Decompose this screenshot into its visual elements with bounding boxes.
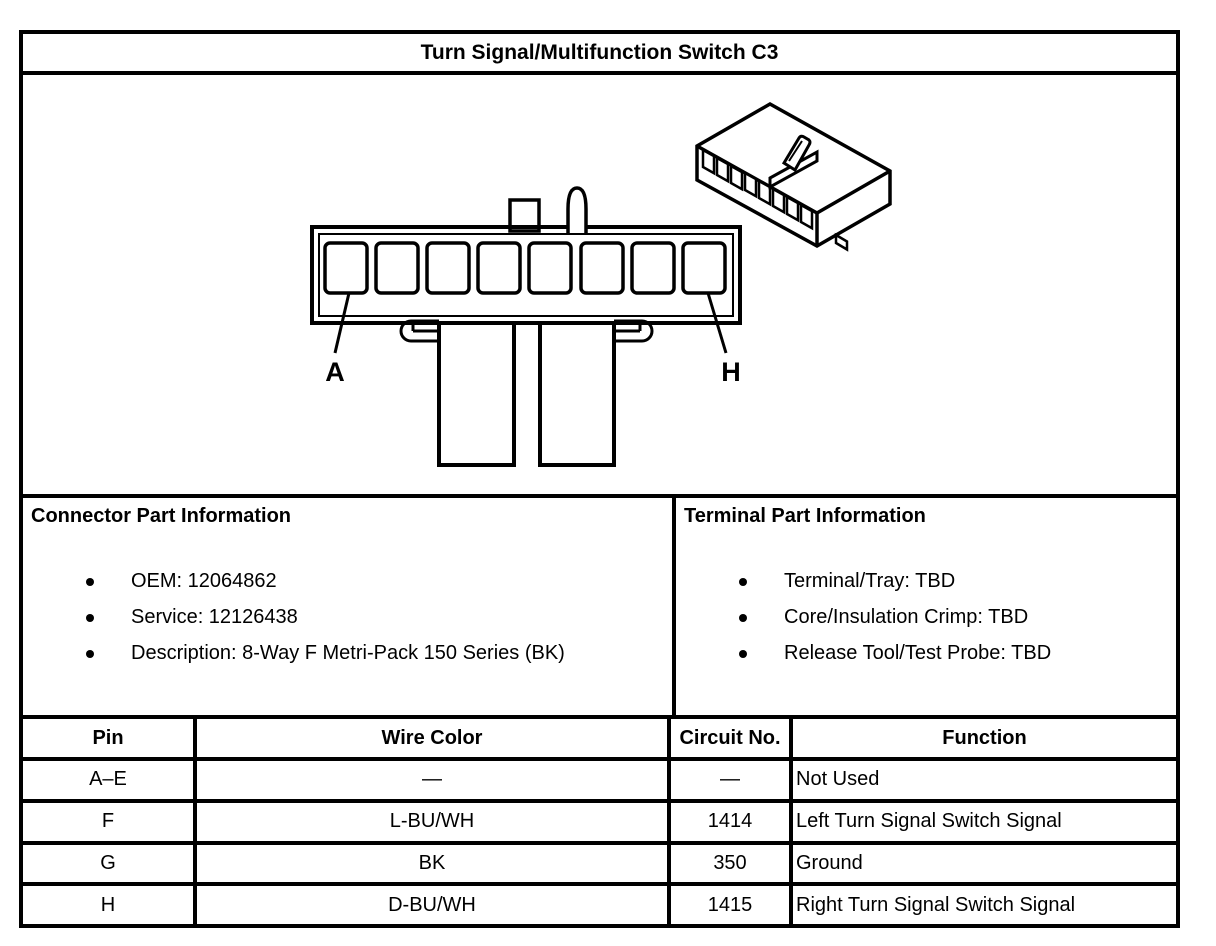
terminal-part-info-list [684, 570, 1168, 665]
connector-diagram [23, 75, 1176, 498]
wire-color-cell: L-BU/WH [193, 799, 667, 841]
header-pin: Pin [92, 726, 124, 749]
bullet-icon [86, 614, 94, 622]
pinout-table [23, 719, 1176, 924]
header-function: Function [789, 719, 1176, 757]
wire-color-cell: BK [193, 841, 667, 883]
connector-part-info [23, 498, 676, 715]
function-cell: Right Turn Signal Switch Signal [789, 882, 1176, 924]
pin-cell: G [23, 841, 193, 883]
iso-foot [836, 235, 847, 250]
right-leg [540, 324, 614, 465]
function-cell: Not Used [789, 757, 1176, 799]
function-cell: Ground [789, 841, 1176, 883]
circuit-no-cell: 350 [667, 841, 789, 883]
list-item: Core/Insulation Crimp: TBD [739, 606, 1168, 629]
header-circuit-no: Circuit No. [667, 719, 789, 757]
terminal-part-info [676, 498, 1176, 715]
pin-cell: F [23, 799, 193, 841]
list-item: Release Tool/Test Probe: TBD [739, 642, 1168, 665]
pin-h-label: H [721, 357, 741, 387]
page-title: Turn Signal/Multifunction Switch C3 [420, 40, 779, 64]
circuit-no-cell: — [667, 757, 789, 799]
pin-a-label: A [325, 357, 345, 387]
connector-part-info-list [31, 570, 664, 665]
bullet-icon [739, 578, 747, 586]
wire-color-cell: D-BU/WH [193, 882, 667, 924]
lock-tab [568, 188, 586, 233]
wire-color-cell: — [193, 757, 667, 799]
bullet-icon [86, 650, 94, 658]
pin-cell: A–E [23, 757, 193, 799]
terminal-part-info-heading: Terminal Part Information [684, 505, 926, 527]
list-item: Terminal/Tray: TBD [739, 570, 1168, 593]
left-leg [439, 324, 514, 465]
connector-diagram-svg [23, 75, 1176, 494]
function-cell: Left Turn Signal Switch Signal [789, 799, 1176, 841]
bullet-icon [739, 650, 747, 658]
bullet-icon [739, 614, 747, 622]
list-item: OEM: 12064862 [86, 570, 664, 593]
bullet-icon [86, 578, 94, 586]
part-information-row [23, 498, 1176, 719]
list-item: Description: 8-Way F Metri-Pack 150 Series (BK) [86, 642, 664, 665]
circuit-no-cell: 1415 [667, 882, 789, 924]
connector-part-info-heading: Connector Part Information [31, 505, 292, 527]
terminal-cavities [325, 243, 725, 293]
front-view [312, 188, 740, 465]
header-wire-color: Wire Color [193, 719, 667, 757]
pin-cell: H [23, 882, 193, 924]
title-bar [23, 34, 1176, 75]
circuit-no-cell: 1414 [667, 799, 789, 841]
page-frame [19, 30, 1180, 928]
list-item: Service: 12126438 [86, 606, 664, 629]
